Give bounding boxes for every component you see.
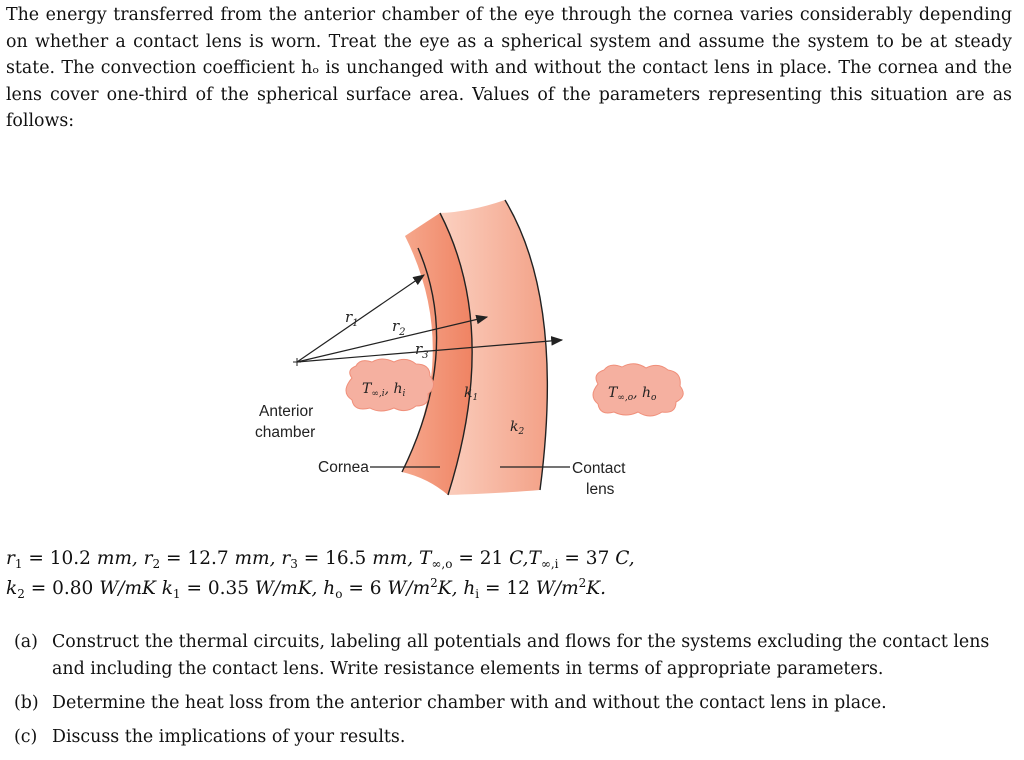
question-b bbox=[14, 690, 1010, 717]
cornea-label: Cornea bbox=[318, 459, 369, 476]
r1-arrow bbox=[297, 275, 424, 362]
question-c-tag: (c) bbox=[14, 727, 38, 747]
anterior-chamber-label-2: chamber bbox=[255, 424, 316, 441]
contact-lens-label: Contact bbox=[572, 460, 626, 477]
question-a-tag: (a) bbox=[14, 632, 38, 652]
anterior-chamber-label: Anterior bbox=[259, 403, 314, 420]
question-b-text: Determine the heat loss from the anterior chamber with and without the contact lens in place. bbox=[52, 693, 887, 713]
contact-lens-label-line2: lens bbox=[586, 481, 615, 498]
question-b-tag: (b) bbox=[14, 693, 39, 713]
question-a bbox=[14, 629, 1010, 682]
question-a-text: Construct the thermal circuits, labeling all potentials and flows for the systems excluding the contact lens and including the contact lens. Write resistance elements in terms of appropriate parameters. bbox=[52, 632, 990, 679]
r2-label: $r_2$ bbox=[392, 317, 406, 338]
k1-label: $k_1$ bbox=[464, 385, 479, 403]
r3-label: $r_3$ bbox=[415, 340, 429, 361]
question-c bbox=[14, 724, 1010, 751]
parameter-line-1: $r_1 = 10.2$ mm, $r_2 = 12.7$ mm, $r_3 = 16.5$ mm, $T_{\infty,o} = 21$ $C,T_{\infty,i} = 37$ C, bbox=[6, 548, 635, 571]
outer-fluid-label: $T_{\infty,o}$, $h_o$ bbox=[608, 385, 657, 403]
parameter-line-2: $k_2 = 0.80$ W/mK $k_1 = 0.35$ W/mK, $h_o = 6$ $W/m^2K$, $h_i = 12$ $W/m^2K$. bbox=[6, 576, 606, 601]
inner-fluid-label: $T_{\infty,i}$, $h_i$ bbox=[362, 381, 406, 399]
problem-intro: The energy transferred from the anterior chamber of the eye through the cornea varies considerably depending on whether a contact lens is worn. Treat the eye as a spherical system and assume the system to be at steady state. The convection coefficient hₒ is unchanged with and without the contact lens in place. The cornea and the lens cover one-third of the spherical surface area. Values of the parameters representing this situation are as follows: bbox=[6, 5, 1012, 132]
question-c-text: Discuss the implications of your results. bbox=[52, 727, 406, 747]
r1-label: $r_1$ bbox=[345, 308, 359, 329]
k2-label: $k_2$ bbox=[510, 419, 525, 437]
